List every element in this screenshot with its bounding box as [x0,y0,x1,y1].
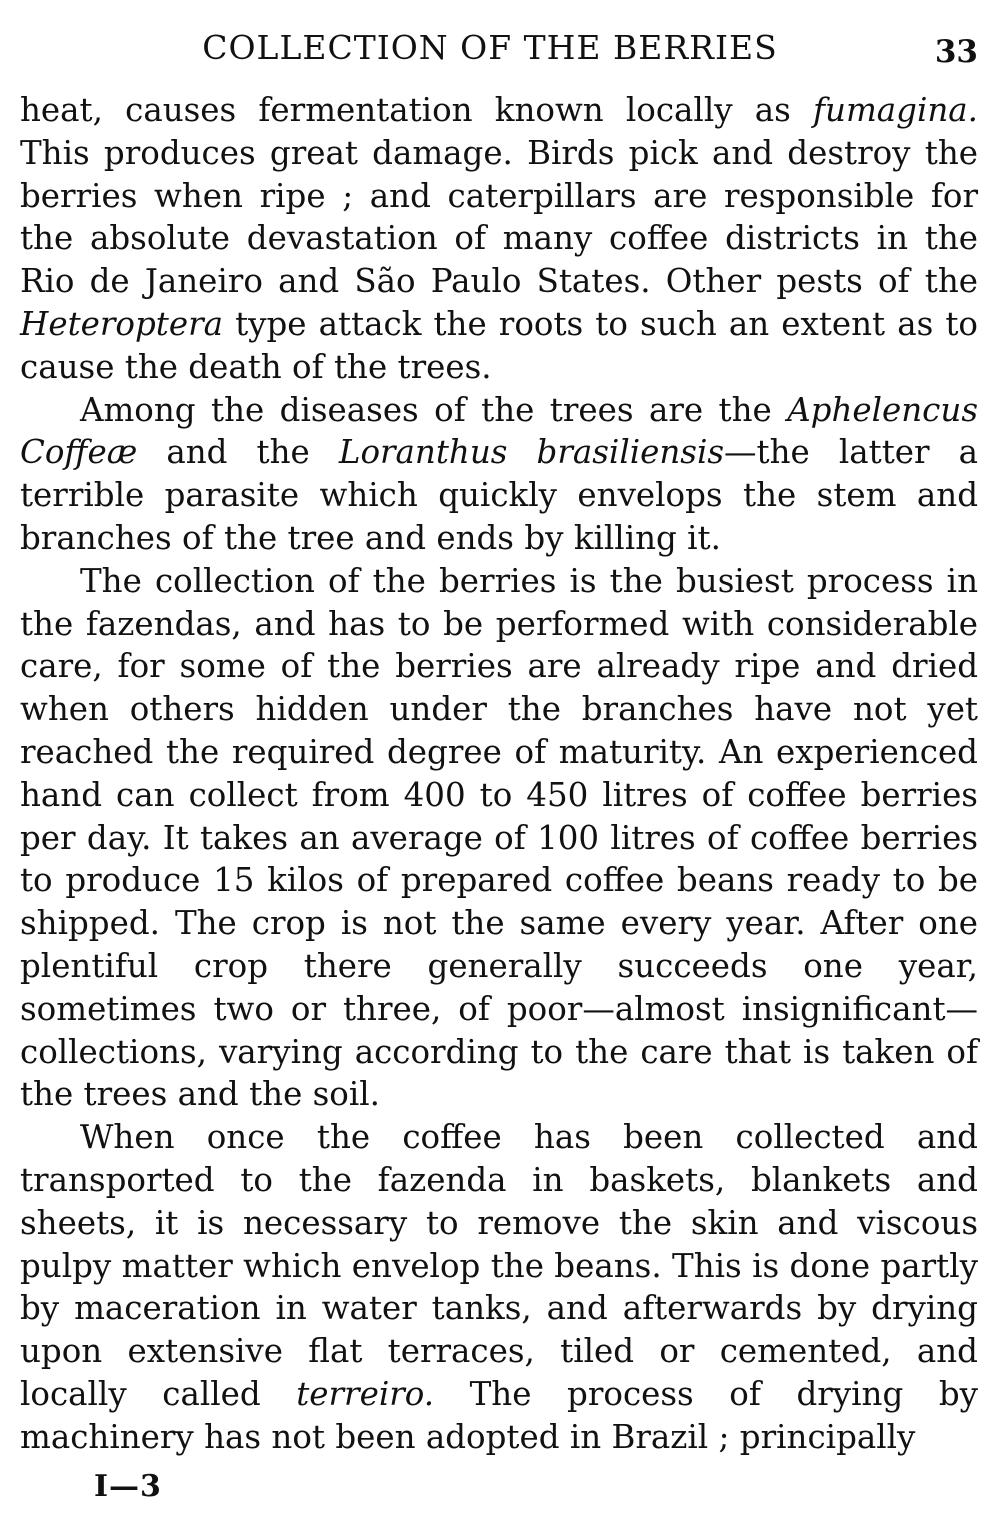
paragraph-tree-diseases [20,389,978,560]
signature-mark: I—3 [94,1469,162,1504]
body-text [20,89,978,1459]
text-run: Among the diseases of the trees are the [80,390,788,429]
paragraph-processing [20,1116,978,1458]
page-number: 33 [934,34,978,70]
text-run: and the [137,433,339,472]
italic-term-aphelencus: Aphelencus Coffeæ [20,390,978,472]
italic-term-loranthus: Loranthus brasiliensis [338,433,725,472]
text-run: heat, causes fermentation known locally as [20,91,813,129]
text-run: When once the coffee has been collected and transported to the fazenda in baskets, blankets and sheets, it is necessary to remove the skin and viscous pulpy matter which envelop the beans. This is done partly by maceration in water tanks, and afterwards by drying upon extensive flat terraces, tiled or cemented, and locally called [20,1118,978,1413]
text-run: —the latter a terrible parasite which quickly envelops the stem and branches of the tree and ends by killing it. [20,433,978,557]
italic-term-terreiro: terreiro. [296,1374,435,1413]
italic-term-heteroptera: Heteroptera [20,304,223,343]
text-run: The process of drying by machinery has not been adopted in Brazil ; principally [20,1374,978,1456]
text-run: type attack the roots to such an extent as to cause the death of the trees. [20,304,978,386]
italic-term-fumagina: fumagina. [813,91,978,129]
paragraph-fumagina-pests [20,89,978,389]
running-head [20,26,978,70]
paragraph-berry-collection [20,560,978,1116]
text-run: This produces great damage. Birds pick and destroy the berries when ripe ; and caterpillars are responsible for the absolute devastation of many coffee districts in the Rio de Janeiro and São Paulo States. Other pests of the [20,133,978,301]
text-run: The collection of the berries is the busiest process in the fazendas, and has to be performed with considerable care, for some of the berries are already ripe and dried when others hidden under the branches have not yet reached the required degree of maturity. An experienced hand can collect from 400 to 450 litres of coffee berries per day. It takes an average of 100 litres of coffee berries to produce 15 kilos of prepared coffee beans ready to be shipped. The crop is not the same every year. After one plentiful crop there generally succeeds one year, sometimes two or three, of poor—almost insignificant—collections, varying according to the care that is taken of the trees and the soil. [20,561,978,1114]
running-title: COLLECTION OF THE BERRIES [202,28,778,67]
